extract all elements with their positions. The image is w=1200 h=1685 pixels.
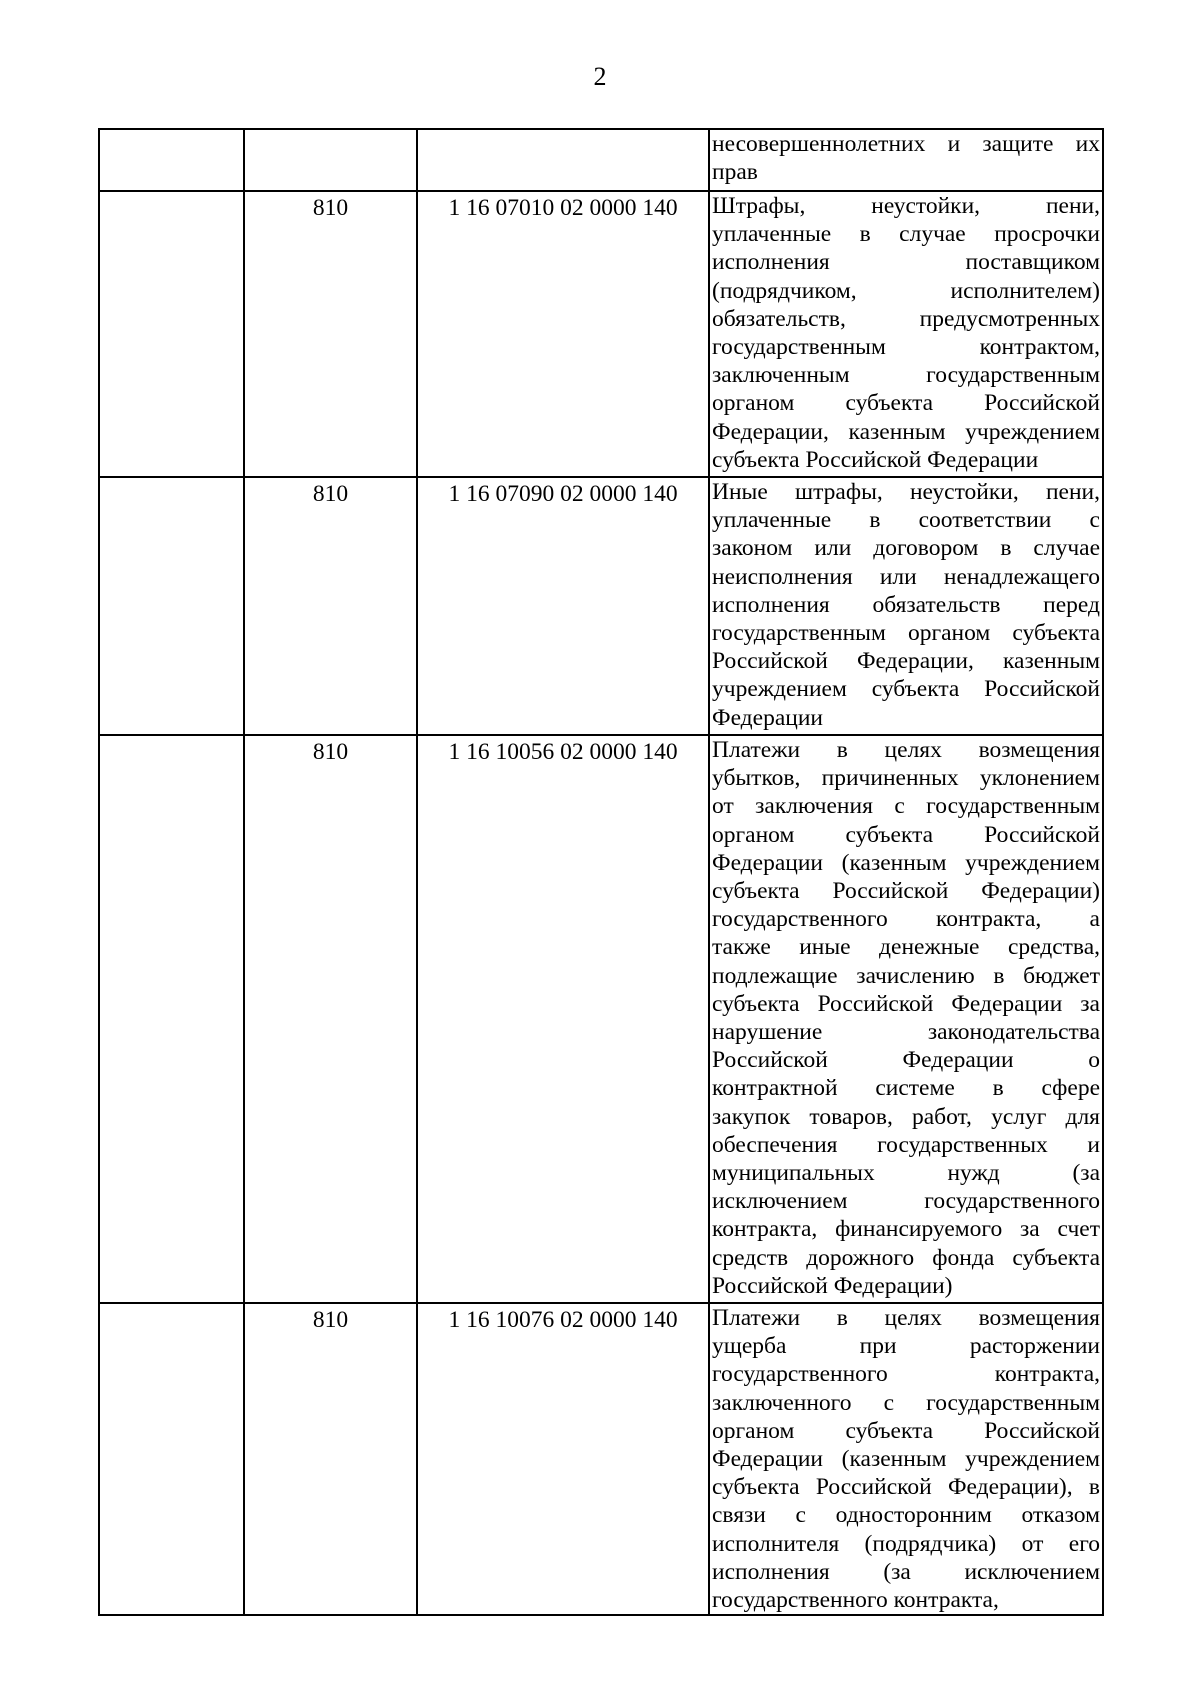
description-line: от заключения с государственным [712, 793, 1100, 820]
table-row [99, 129, 1103, 191]
budget-code-cell [417, 129, 709, 191]
description-line: заключенного с государственным [712, 1389, 1100, 1416]
description-line: государственного контракта, [712, 1361, 1100, 1388]
description-line: государственного контракта, а [712, 906, 1100, 933]
admin-code-cell: 810 [244, 191, 417, 477]
description-line: связи с односторонним отказом [712, 1502, 1100, 1529]
description-line: обеспечения государственных и [712, 1131, 1100, 1158]
admin-code-cell: 810 [244, 477, 417, 735]
description-line: несовершеннолетних и защите их [712, 131, 1100, 157]
empty-cell [99, 1303, 244, 1615]
description-line: государственного контракта, [712, 1587, 999, 1614]
empty-cell [99, 477, 244, 735]
description-line: средств дорожного фонда субъекта [712, 1244, 1100, 1271]
description-line: органом субъекта Российской [712, 1417, 1100, 1444]
budget-code-cell: 1 16 10056 02 0000 140 [417, 735, 709, 1303]
table-row [99, 735, 1103, 1303]
description-line: Российской Федерации) [712, 1272, 953, 1299]
table-row [99, 477, 1103, 735]
description-line: обязательств, предусмотренных [712, 305, 1100, 332]
budget-code-cell: 1 16 10076 02 0000 140 [417, 1303, 709, 1615]
description-cell [709, 735, 1103, 1303]
budget-code-cell: 1 16 07090 02 0000 140 [417, 477, 709, 735]
table-row [99, 1303, 1103, 1615]
description-line: исключением государственного [712, 1188, 1100, 1215]
budget-codes-table [98, 128, 1104, 1616]
description-line: органом субъекта Российской [712, 390, 1100, 417]
description-line: субъекта Российской Федерации [712, 446, 1039, 473]
description-line: Платежи в целях возмещения [712, 1305, 1100, 1331]
description-line: убытков, причиненных уклонением [712, 765, 1100, 792]
description-cell [709, 191, 1103, 477]
description-line: Российской Федерации, казенным [712, 648, 1100, 675]
admin-code-cell [244, 129, 417, 191]
table-body [99, 129, 1103, 1615]
description-line: уплаченные в случае просрочки [712, 221, 1100, 248]
description-line: контрактной системе в сфере [712, 1075, 1100, 1102]
empty-cell [99, 129, 244, 191]
description-cell [709, 129, 1103, 191]
description-cell [709, 477, 1103, 735]
description-line: исполнения обязательств перед [712, 591, 1100, 618]
description-line: субъекта Российской Федерации за [712, 990, 1100, 1017]
description-cell [709, 1303, 1103, 1615]
description-line: прав [712, 159, 758, 186]
description-line: Иные штрафы, неустойки, пени, [712, 479, 1100, 505]
description-line: (подрядчиком, исполнителем) [712, 277, 1100, 304]
description-line: Федерации (казенным учреждением [712, 849, 1100, 876]
description-line: исполнения (за исключением [712, 1558, 1100, 1585]
empty-cell [99, 191, 244, 477]
description-line: субъекта Российской Федерации) [712, 878, 1100, 905]
description-line: Штрафы, неустойки, пени, [712, 193, 1100, 219]
admin-code-cell: 810 [244, 1303, 417, 1615]
admin-code-cell: 810 [244, 735, 417, 1303]
description-line: ущерба при расторжении [712, 1333, 1100, 1360]
description-line: нарушение законодательства [712, 1019, 1100, 1046]
description-line: Российской Федерации о [712, 1047, 1100, 1074]
description-line: субъекта Российской Федерации), в [712, 1474, 1100, 1501]
description-line: Федерации [712, 704, 823, 731]
description-line: органом субъекта Российской [712, 821, 1100, 848]
description-line: подлежащие зачислению в бюджет [712, 962, 1100, 989]
page-number: 2 [593, 62, 607, 91]
description-line: закупок товаров, работ, услуг для [712, 1103, 1100, 1130]
description-line: контракта, финансируемого за счет [712, 1216, 1100, 1243]
description-line: также иные денежные средства, [712, 934, 1100, 961]
description-line: уплаченные в соответствии с [712, 507, 1100, 534]
description-line: исполнителя (подрядчика) от его [712, 1530, 1100, 1557]
description-line: Федерации (казенным учреждением [712, 1446, 1100, 1473]
table-row [99, 191, 1103, 477]
budget-code-cell: 1 16 07010 02 0000 140 [417, 191, 709, 477]
description-line: Платежи в целях возмещения [712, 737, 1100, 763]
description-line: государственным органом субъекта [712, 620, 1100, 647]
description-line: государственным контрактом, [712, 334, 1100, 361]
empty-cell [99, 735, 244, 1303]
description-line: законом или договором в случае [712, 535, 1100, 562]
description-line: учреждением субъекта Российской [712, 676, 1100, 703]
description-line: Федерации, казенным учреждением [712, 418, 1100, 445]
description-line: исполнения поставщиком [712, 249, 1100, 276]
description-line: заключенным государственным [712, 362, 1100, 389]
description-line: муниципальных нужд (за [712, 1160, 1100, 1187]
description-line: неисполнения или ненадлежащего [712, 563, 1100, 590]
